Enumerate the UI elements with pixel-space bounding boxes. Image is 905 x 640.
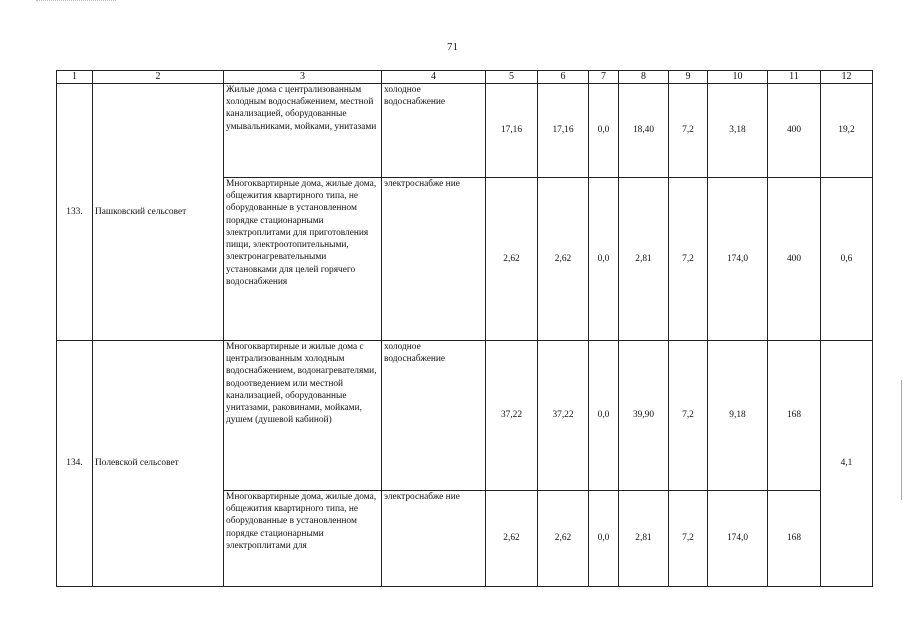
cell-col12: 4,1 [821,341,873,587]
service-type: электроснабже ние [382,491,486,587]
housing-description: Многоквартирные дома, жилые дома, общежития квартирного типа, не оборудованные в установленном порядке стационарными электроплитами для [224,491,382,587]
cell-col8: 2,81 [619,178,669,341]
housing-description: Многоквартирные и жилые дома с централизованным холодным водоснабжением, водонагревателями, водоотведением или местной канализацией, оборудованные унитазами, раковинами, мойками, душем (душевой кабиной) [224,341,382,491]
header-cell: 3 [224,71,382,84]
cell-col11: 400 [768,84,821,178]
header-cell: 9 [669,71,708,84]
cell-col11: 168 [768,341,821,491]
settlement-name: Полевской сельсовет [93,341,224,587]
cell-col9: 7,2 [669,491,708,587]
cell-col12: 19,2 [821,84,873,178]
cell-col8: 2,81 [619,491,669,587]
cell-col6: 17,16 [538,84,589,178]
cell-col8: 18,40 [619,84,669,178]
cell-col10: 174,0 [708,491,768,587]
header-cell: 8 [619,71,669,84]
cell-col7: 0,0 [589,341,619,491]
cell-col10: 9,18 [708,341,768,491]
header-row [57,71,873,84]
housing-description: Жилые дома с централизованным холодным водоснабжением, местной канализацией, оборудованные умывальниками, мойками, унитазами [224,84,382,178]
cell-col6: 37,22 [538,341,589,491]
service-type: электроснабже ние [382,178,486,341]
service-type: холодное водоснабжение [382,341,486,491]
cell-col7: 0,0 [589,84,619,178]
row-number: 134. [57,341,93,587]
cell-col11: 400 [768,178,821,341]
header-cell: 1 [57,71,93,84]
cell-col5: 37,22 [486,341,538,491]
header-cell: 10 [708,71,768,84]
header-cell: 6 [538,71,589,84]
page-number: 71 [447,41,458,53]
cell-col9: 7,2 [669,178,708,341]
table-row [57,341,873,491]
header-cell: 7 [589,71,619,84]
row-number: 133. [57,84,93,341]
cell-col5: 17,16 [486,84,538,178]
cell-col10: 3,18 [708,84,768,178]
table-row [57,84,873,178]
cell-col7: 0,0 [589,491,619,587]
cell-col5: 2,62 [486,491,538,587]
header-cell: 11 [768,71,821,84]
cell-col12: 0,6 [821,178,873,341]
cell-col8: 39,90 [619,341,669,491]
header-cell: 5 [486,71,538,84]
tariff-table [56,70,873,587]
cell-col11: 168 [768,491,821,587]
service-type: холодное водоснабжение [382,84,486,178]
cell-col6: 2,62 [538,178,589,341]
header-cell: 4 [382,71,486,84]
cell-col5: 2,62 [486,178,538,341]
scan-artifact [36,0,116,4]
cell-col9: 7,2 [669,84,708,178]
header-cell: 12 [821,71,873,84]
scan-edge-line [901,380,902,500]
housing-description: Многоквартирные дома, жилые дома, общежития квартирного типа, не оборудованные в установленном порядке стационарными электроплитами для приготовления пищи, электроотопительными, электронагревательными установками для целей горячего водоснабжения [224,178,382,341]
cell-col6: 2,62 [538,491,589,587]
cell-col9: 7,2 [669,341,708,491]
cell-col10: 174,0 [708,178,768,341]
cell-col7: 0,0 [589,178,619,341]
header-cell: 2 [93,71,224,84]
settlement-name: Пашковский сельсовет [93,84,224,341]
